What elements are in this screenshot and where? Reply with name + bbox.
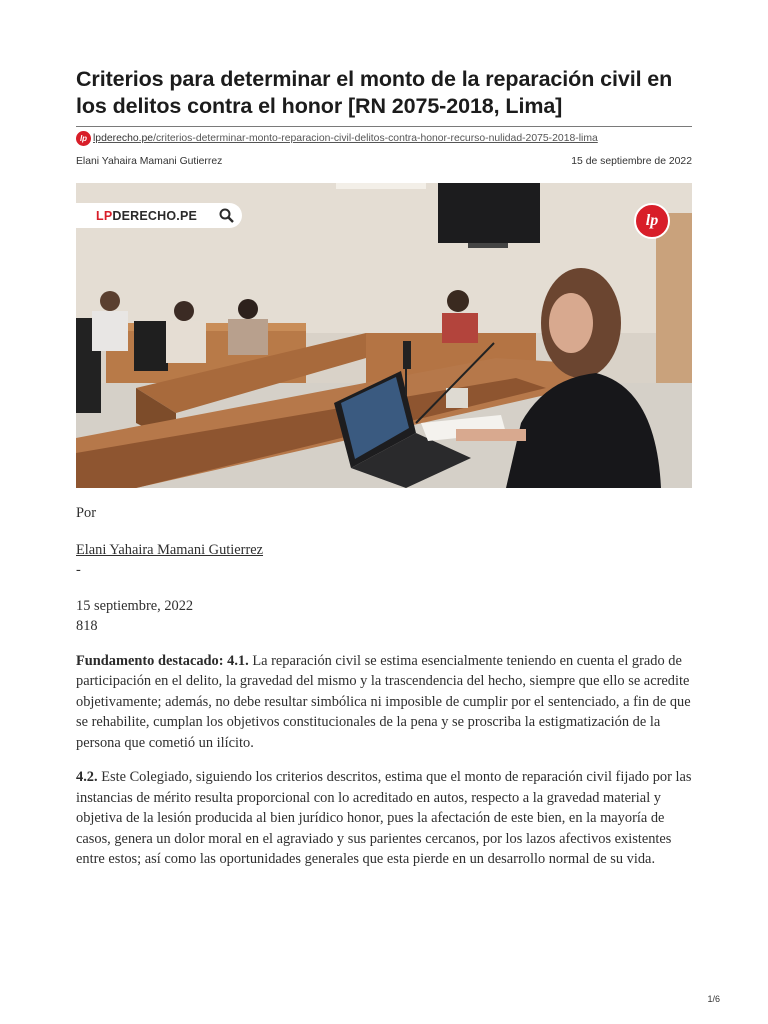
lp-favicon-icon: lp: [76, 131, 91, 146]
source-url-line: [76, 131, 692, 146]
paragraph-number: 4.2.: [76, 769, 98, 785]
paragraph-4-2: [76, 767, 692, 870]
byline-separator: -: [76, 562, 81, 578]
header-date: 15 de septiembre de 2022: [571, 156, 692, 167]
fundamento-label: Fundamento destacado: [76, 652, 219, 669]
badge-lp-text: LP: [96, 208, 113, 223]
page-number: 1/6: [707, 994, 720, 1004]
search-icon: [219, 208, 234, 223]
author-link[interactable]: Elani Yahaira Mamani Gutierrez: [76, 541, 264, 558]
view-count: 818: [76, 618, 98, 634]
lpderecho-badge: [76, 203, 242, 228]
paragraph-fundamento: Fundamento destacado: 4.1. La reparación civil se estima esencialmente teniendo en cuenta el grado de participación en el delito, la gravedad del mismo y la trascendencia del hecho, siempre que ello se acredite objetivamente; además, no debe resultar simbólica ni imposible de cumplir por el sentenciado, a fin de que se rehabilite, cumplan los objetivos constitucionales de la pena y se proscriba la estigmatización de la persona que cometió un ilícito.: [76, 652, 691, 751]
byline-date: 15 septiembre, 2022: [76, 597, 194, 614]
source-url-link[interactable]: lpderecho.pe/criterios-determinar-monto-reparacion-civil-delitos-contra-honor-recurso-nulidad-2075-2018-lima: [93, 133, 598, 144]
fundamento-number: 4.1.: [227, 652, 249, 669]
by-label: Por: [76, 505, 96, 521]
paragraph-text: Este Colegiado, siguiendo los criterios descritos, estima que el monto de reparación civil fijado por las instancias de mérito resulta proporcional con lo acreditado en autos, respecto a la gravedad material y objetiva de la lesión producida al bien jurídico honor, pues la afectación de este bien, en la mayoría de casos, genera un dolor moral en el agraviado y sus parientes cercanos, por los lazos afectivos existentes entre estos; así como las oportunidades generales que esta pierde en un desarrollo normal de su vida.: [76, 769, 692, 867]
featured-image: [76, 183, 692, 488]
title-divider: [76, 126, 692, 127]
header-meta: [76, 156, 692, 167]
byline-author: [76, 540, 692, 561]
article-title: Criterios para determinar el monto de la reparación civil en los delitos contra el honor [RN 2075-2018, Lima]: [76, 67, 673, 118]
header-author: Elani Yahaira Mamani Gutierrez: [76, 156, 223, 167]
badge-domain-text: DERECHO.PE: [112, 208, 198, 223]
fundamento-text: La reparación civil se estima esencialmente teniendo en cuenta el grado de participación en el delito, la gravedad del mismo y la trascendencia del hecho, siempre que ello se acredite objetivamente; además, no debe resultar simbólica ni imposible de cumplir por el sentenciado, a fin de que se rehabilite, cumplan los objetivos constitucionales de la pena y se proscriba la estigmatización de la persona que cometió un ilícito.: [76, 652, 691, 751]
document-page: [76, 66, 692, 870]
lp-logo-icon: lp: [634, 203, 670, 239]
courtroom-photo: [76, 183, 692, 488]
